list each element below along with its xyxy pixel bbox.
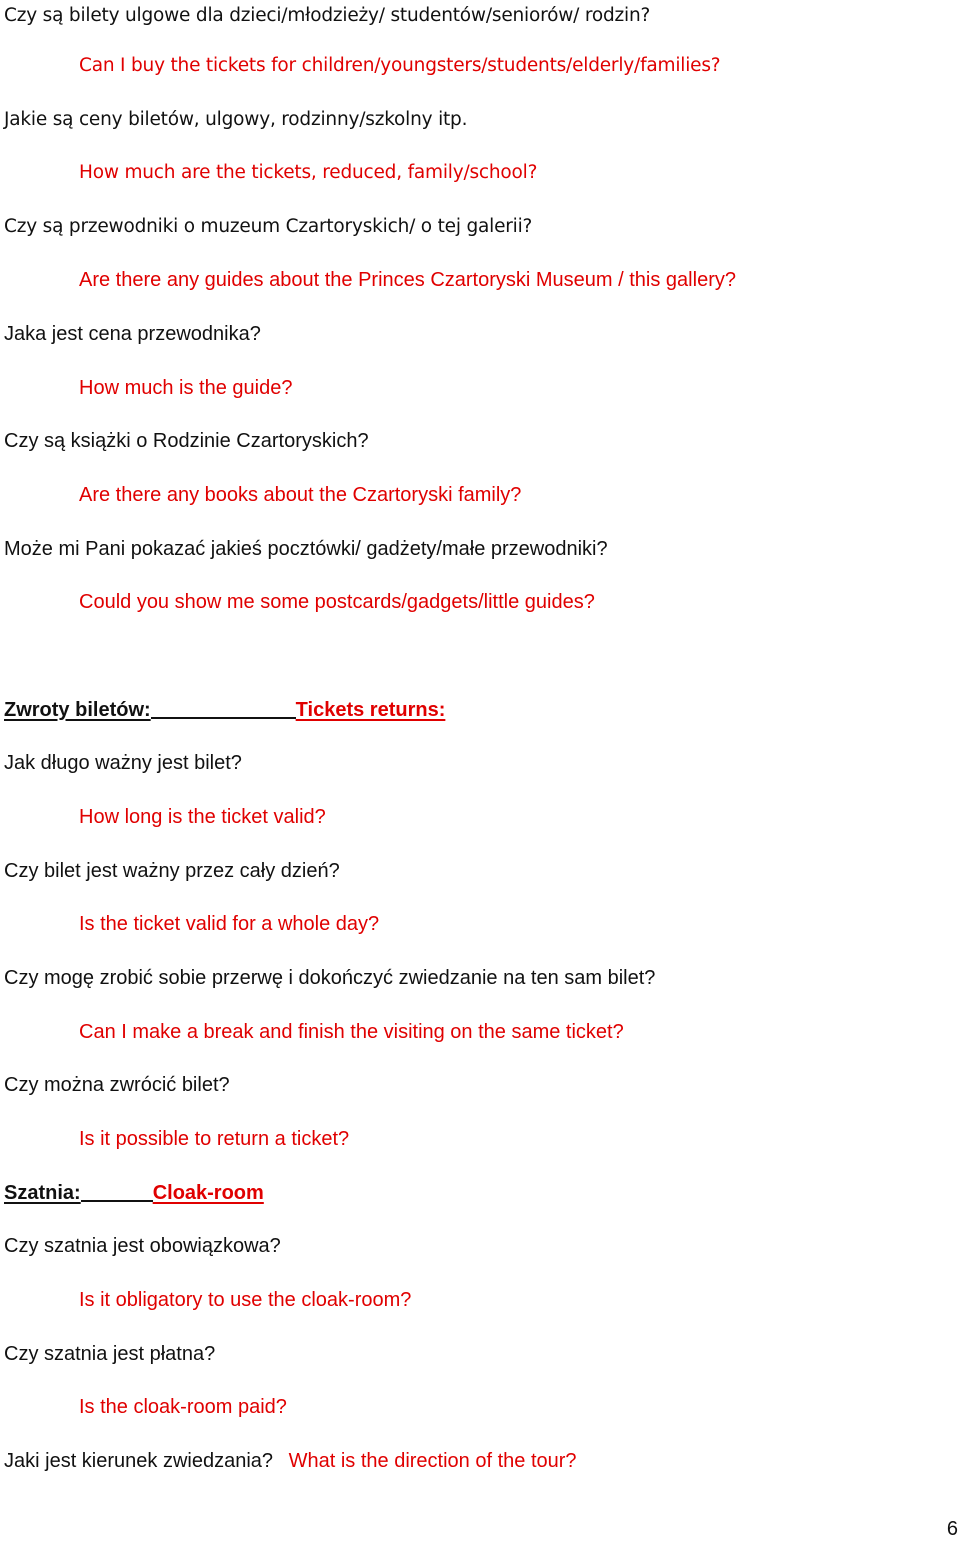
question-pl-4: Jaka jest cena przewodnika? (4, 323, 261, 345)
question-pl-2: Jakie są ceny biletów, ulgowy, rodzinny/szkolny itp. (4, 109, 468, 130)
direction-pl: Jaki jest kierunek zwiedzania? (4, 1450, 274, 1472)
section-heading-returns (4, 697, 445, 723)
heading-underline-gap (151, 697, 296, 719)
return-pl-4: Czy można zwrócić bilet? (4, 1074, 230, 1096)
section-heading-cloakroom (4, 1180, 264, 1206)
heading-en: Cloak-room (152, 1182, 264, 1204)
question-en-6: Could you show me some postcards/gadgets/little guides? (79, 591, 595, 613)
question-en-3: Are there any guides about the Princes Czartoryski Museum / this gallery? (79, 269, 736, 291)
direction-en: What is the direction of the tour? (288, 1450, 577, 1472)
question-pl-6: Może mi Pani pokazać jakieś pocztówki/ gadżety/małe przewodniki? (4, 538, 608, 560)
heading-pl: Zwroty biletów: (4, 699, 151, 721)
question-pl-5: Czy są książki o Rodzinie Czartoryskich? (4, 430, 369, 452)
heading-underline-gap (81, 1180, 153, 1202)
question-en-5: Are there any books about the Czartoryski family? (79, 484, 522, 506)
question-en-2: How much are the tickets, reduced, family/school? (79, 162, 538, 183)
question-pl-3: Czy są przewodniki o muzeum Czartoryskich/ o tej galerii? (4, 216, 533, 237)
return-en-1: How long is the ticket valid? (79, 806, 326, 828)
return-en-2: Is the ticket valid for a whole day? (79, 913, 380, 935)
return-pl-3: Czy mogę zrobić sobie przerwę i dokończyć zwiedzanie na ten sam bilet? (4, 967, 656, 989)
return-en-4: Is it possible to return a ticket? (79, 1128, 350, 1150)
return-pl-1: Jak długo ważny jest bilet? (4, 752, 242, 774)
cloakroom-pl-2: Czy szatnia jest płatna? (4, 1343, 216, 1365)
question-pl-1: Czy są bilety ulgowe dla dzieci/młodzieży/ studentów/seniorów/ rodzin? (4, 5, 651, 26)
cloakroom-en-2: Is the cloak-room paid? (79, 1396, 287, 1418)
return-pl-2: Czy bilet jest ważny przez cały dzień? (4, 860, 340, 882)
cloakroom-pl-1: Czy szatnia jest obowiązkowa? (4, 1235, 281, 1257)
page-number: 6 (946, 1518, 958, 1540)
heading-en: Tickets returns: (295, 699, 446, 721)
question-en-4: How much is the guide? (79, 377, 293, 399)
direction-line (4, 1448, 577, 1474)
cloakroom-en-1: Is it obligatory to use the cloak-room? (79, 1289, 412, 1311)
return-en-3: Can I make a break and finish the visiting on the same ticket? (79, 1021, 624, 1043)
question-en-1: Can I buy the tickets for children/youngsters/students/elderly/families? (79, 55, 721, 76)
heading-pl: Szatnia: (4, 1182, 81, 1204)
